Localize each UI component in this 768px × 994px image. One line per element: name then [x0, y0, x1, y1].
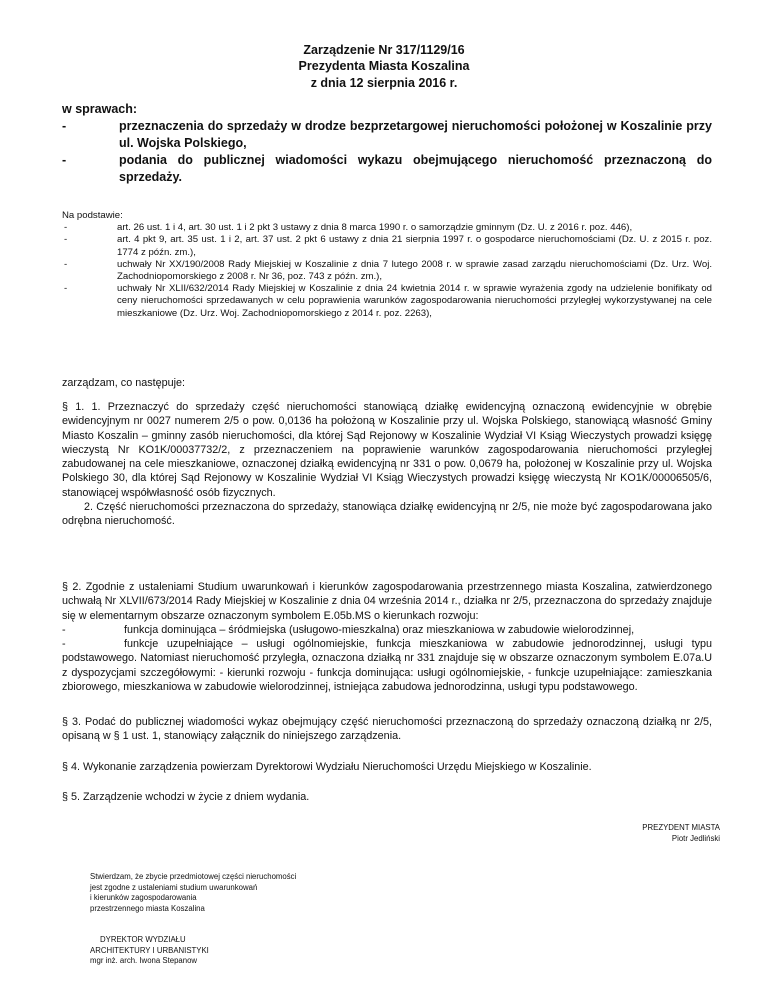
bullet-dash: - — [62, 623, 66, 636]
section-1-paragraph-1: § 1. 1. Przeznaczyć do sprzedaży część nieruchomości stanowiącą działkę ewidencyjną oznaczoną ewidencyjnie w obrębie ewidencyjnym nr 0027 numerem 2/5 o pow. 0,0136 ha położoną w Koszalinie przy ul. Wojska Polskiego, stanowiącą własność Gminy Miasto Koszalin – gminny zasób nieruchomości, dla której Sąd Rejonowy w Koszalinie Wydział VI Ksiąg Wieczystych prowadzi księgę wieczystą Nr KO1K/00037732/2, z przeznaczeniem na poprawienie warunków zagospodarowania nieruchomości przyległej zabudowanej na cele mieszkaniowe, oznaczonej działką ewidencyjną nr 331 o pow. 0,0679 ha, położonej w Koszalinie przy ul. Wojska Polskiego 30, dla której Sąd Rejonowy w Koszalinie Wydział VI Ksiąg Wieczystych prowadzi księgę wieczystą Nr KO1K/00006505/6, stanowiącej współwłasność osób fizycznych. — [62, 401, 712, 499]
document-title: Zarządzenie Nr 317/1129/16 — [303, 43, 465, 57]
section-3: § 3. Podać do publicznej wiadomości wykaz obejmujący część nieruchomości przeznaczoną do sprzedaży oznaczoną działką nr 2/5, opisaną w § 1 ust. 1, stanowiący załącznik do niniejszego zarządzenia. — [62, 716, 712, 743]
legal-basis-item — [62, 259, 712, 283]
section-2-paragraph-1: § 2. Zgodnie z ustaleniami Studium uwarunkowań i kierunków zagospodarowania przestrzennego miasta Koszalina, zatwierdzonego uchwałą Nr XLVII/673/2014 Rady Miejskiej w Koszalinie z dnia 04 września 2014 r., działka nr 2/5, przeznaczona do sprzedaży znajduje się w elementarnym obszarze oznaczonym symbolem E.05b.MS o kierunkach rozwoju: — [62, 581, 712, 622]
mayor-title: PREZYDENT MIASTA — [642, 823, 720, 832]
certification-note — [90, 872, 390, 914]
bullet-dash: - — [62, 119, 67, 133]
legal-basis-block — [62, 210, 712, 320]
bullet-dash: - — [64, 258, 68, 270]
zarzadzam-line: zarządzam, co następuje: — [62, 377, 186, 389]
section-2-item-text: funkcje uzupełniające – usługi ogólnomiejskie, funkcja mieszkaniowa w zabudowie jednorodzinnej, usługi typu podstawowego. Natomiast nieruchomość przyległa, oznaczona działką nr 331 znajduje się w obszarze oznaczonym symbolem E.07a.U z dyspozycjami szczegółowymi: - kierunki rozwoju - funkcja dominująca: usługi ogólnomiejskie, - funkcje uzupełniające: zamieszkania zbiorowego, mieszkaniowa w zabudowie wielorodzinnej, istniejąca zabudowa jednorodzinna, usługi typu podstawowego. — [62, 638, 712, 694]
subject-block — [62, 101, 712, 186]
section-2-item — [62, 623, 712, 637]
certification-line: jest zgodne z ustaleniami studium uwarunkowań — [90, 882, 258, 892]
bullet-dash: - — [64, 234, 68, 246]
subject-item-text: przeznaczenia do sprzedaży w drodze bezprzetargowej nieruchomości położonej w Koszalinie przy ul. Wojska Polskiego, — [119, 119, 712, 150]
section-4: § 4. Wykonanie zarządzenia powierzam Dyrektorowi Wydziału Nieruchomości Urzędu Miejskiego w Koszalinie. — [62, 761, 592, 773]
legal-basis-text: art. 26 ust. 1 i 4, art. 30 ust. 1 i 2 pkt 3 ustawy z dnia 8 marca 1990 r. o samorządzie gminnym (Dz. U. z 2016 r. poz. 446), — [117, 222, 633, 234]
subject-item — [62, 118, 712, 152]
bullet-dash: - — [62, 638, 66, 651]
director-title: DYREKTOR WYDZIAŁU — [100, 935, 186, 944]
mayor-name: Piotr Jedliński — [671, 833, 720, 843]
section-1-paragraph-2: 2. Część nieruchomości przeznaczona do sprzedaży, stanowiąca działkę ewidencyjną nr 2/5, nie może być zagospodarowana jako odrębna nieruchomość. — [62, 501, 712, 528]
director-department: ARCHITEKTURY I URBANISTYKI — [90, 945, 209, 955]
subject-intro: w sprawach: — [62, 102, 138, 116]
section-5: § 5. Zarządzenie wchodzi w życie z dniem wydania. — [62, 791, 310, 803]
legal-basis-text: uchwały Nr XX/190/2008 Rady Miejskiej w Koszalinie z dnia 7 lutego 2008 r. w sprawie zasad zarządu nieruchomościami (Dz. Urz. Woj. Zachodniopomorskiego z 2008 r. Nr 36, poz. 743 z późn. zm.), — [117, 258, 712, 283]
director-signature — [90, 935, 390, 967]
certification-line: przestrzennego miasta Koszalina — [90, 903, 205, 913]
bullet-dash: - — [64, 283, 68, 295]
legal-basis-text: uchwały Nr XLII/632/2014 Rady Miejskiej w Koszalinie z dnia 24 kwietnia 2014 r. w sprawie wyrażenia zgody na udzielenie bonifikaty od ceny nieruchomości sprzedawanych w celu poprawienia warunków zagospodarowania nieruchomości przyległej wykorzystywanej na cele mieszkaniowe (Dz. Urz. Woj. Zachodniopomorskiego z 2014 r. poz. 2263), — [117, 283, 712, 319]
section-2-item-text: funkcja dominująca – śródmiejska (usługowo-mieszkalna) oraz mieszkaniowa w zabudowie wielorodzinnej, — [124, 623, 635, 636]
bullet-dash: - — [64, 222, 68, 234]
legal-basis-item — [62, 222, 712, 234]
legal-basis-item — [62, 283, 712, 320]
legal-basis-intro: Na podstawie: — [62, 210, 123, 221]
bullet-dash: - — [62, 153, 67, 167]
certification-line: i kierunków zagospodarowania — [90, 893, 197, 902]
legal-basis-item — [62, 234, 712, 258]
document-issuer: Prezydenta Miasta Koszalina — [298, 59, 470, 73]
director-name: mgr inż. arch. Iwona Stepanow — [90, 956, 198, 965]
document-date: z dnia 12 sierpnia 2016 r. — [310, 76, 458, 90]
certification-line: Stwierdzam, że zbycie przedmiotowej części nieruchomości — [90, 872, 297, 881]
subject-item — [62, 152, 712, 186]
legal-basis-text: art. 4 pkt 9, art. 35 ust. 1 i 2, art. 37 ust. 2 pkt 6 ustawy z dnia 21 sierpnia 1997 r. o gospodarce nieruchomościami (Dz. U. z 2015 r. poz. 1774 z późn. zm.), — [117, 234, 712, 258]
section-2 — [62, 580, 712, 694]
section-1 — [62, 400, 712, 529]
subject-item-text: podania do publicznej wiadomości wykazu obejmującego nieruchomość przeznaczoną do sprzedaży. — [119, 153, 712, 184]
section-2-item — [62, 637, 712, 694]
mayor-signature — [560, 823, 720, 844]
